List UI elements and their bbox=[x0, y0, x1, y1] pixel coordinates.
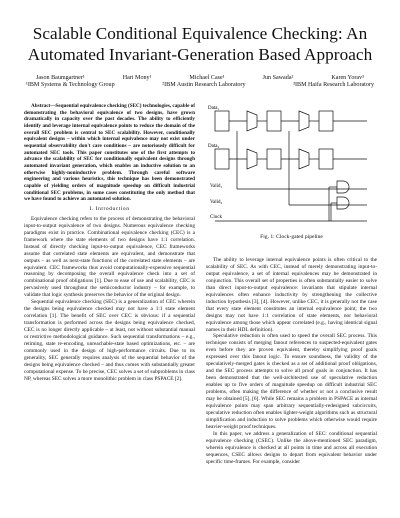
register-box bbox=[267, 149, 281, 169]
diagram-label: Clock bbox=[210, 215, 222, 220]
register-box bbox=[215, 149, 229, 169]
author: Hari Mony¹ bbox=[122, 75, 152, 81]
and-gate-shape bbox=[337, 197, 349, 209]
mux-shape bbox=[247, 149, 257, 169]
diagram-label: Data₁ bbox=[208, 106, 220, 111]
clock-gated-pipeline-figure bbox=[207, 105, 376, 234]
paper-title-line-1: Scalable Conditional Equivalence Checking: An bbox=[32, 24, 368, 43]
affiliation: ²IBM Austin Research Laboratory bbox=[162, 82, 246, 88]
abstract bbox=[24, 103, 195, 203]
section-heading: I. Introduction bbox=[89, 205, 130, 212]
register-box bbox=[319, 111, 333, 131]
affiliation: ³IBM Haifa Research Laboratory bbox=[293, 82, 374, 88]
right-column bbox=[206, 257, 377, 466]
author: Karen Yorav³ bbox=[331, 75, 364, 81]
diagram-label: Valid₂ bbox=[210, 200, 223, 205]
affiliation-list bbox=[24, 82, 376, 88]
author: Michael Case¹ bbox=[189, 75, 225, 81]
mux-shape bbox=[247, 111, 257, 131]
register-box bbox=[215, 111, 229, 131]
pipeline-diagram bbox=[207, 105, 376, 229]
left-column bbox=[24, 103, 195, 383]
body-paragraph: The ability to leverage internal equivalence points is often critical to the scalability of SEC. As with CEC, instead of merely demonstrating input-to-output equivalence, a set of internal equivalences may be demonstrated in conjunction. This overall set of properties is often substantially easier to solve than direct input-to-output equivalence: invariants that stipulate internal equivalences often enhance inductivity by strengthening the collective induction hypothesis [3], [4]. However, unlike CEC, it is generally not the case that every state element constitutes an internal equivalence point; the two designs may not have 1:1 correlation of state elements, nor behavioral equivalence among those which appear correlated (e.g., having identical signal names in their HDL definition). bbox=[206, 257, 377, 333]
abstract-paragraph: Abstract—Sequential equivalence checking (SEC) technologies, capable of demonstrating the behavioral equivalence of two designs, have grown dramatically in capacity over the past decades. The ability to efficiently identify and leverage internal equivalence points to reduce the domain of the overall SEC problem is central to SEC scalability. However, conditionally equivalent designs – within which internal equivalence may not exist under sequential observability don't care conditions – are notoriously difficult for automated SEC tools. This paper constitutes one of the first attempts to advance the scalability of SEC for conditionally equivalent designs through automated invariant generation, which enables an inductive solution to an otherwise highly-noninductive problem. Through careful software engineering and various heuristics, this technique has been demonstrated capable of yielding orders of magnitude speedup on difficult industrial conditional SEC problems, in some cases constituting the only method that we have found to achieve an automated solution. bbox=[24, 103, 195, 203]
author-list bbox=[24, 75, 376, 81]
mux-shape bbox=[299, 149, 309, 169]
diagram-label: Valid₁ bbox=[210, 184, 223, 189]
body-paragraph: Speculative reduction is often used to speed the overall SEC process. This technique consists of merging fanout references to suspected-equivalent gates even before they are proven equivalent, thereby simplifying proof goals expressed over this fanout logic. To ensure soundness, the validity of the speculatively-merged gates is checked as a set of additional proof obligations, and the SEC process attempts to solve all proof goals in conjunction. It has been demonstrated that the well-architected use of speculative reduction enables up to five orders of magnitude speedup on difficult industrial SEC problems, often making the difference of whether or not a conclusive result may be obtained [5], [6]. While SEC remains a problem in PSPACE as internal equivalence points may span arbitrary sequentially-redesigned subcircuits, speculative reduction often enables lighter-weight algorithms such as structural simplification and induction to solve problems which otherwise would require heavier-weight proof techniques. bbox=[206, 333, 377, 430]
body-paragraph: Sequential equivalence checking (SEC) is a generalization of CEC wherein the designs being equivalence checked may not have a 1:1 state element correlation [1]. The benefit of SEC over CEC is obvious: if a sequential transformation is performed across the designs being equivalence checked, CEC is no longer directly applicable – at least, not without substantial manual or restrictive methodological guidance. Such sequential transformations – e.g., retiming, state re-encoding, unreachable-state based optimizations, etc. – are commonly used in the design of high-performance circuits. Due to its generality, SEC generally requires analysis of the sequential behavior of the designs being equivalence checked – and thus comes with substantially greater computational expense. To be precise, CEC solves a set of subproblems in class NP, whereas SEC solves a more monolithic problem in class PSPACE [2]. bbox=[24, 299, 195, 382]
body-paragraph: Equivalence checking refers to the process of demonstrating the behavioral input-to-output equivalence of two designs. Numerous equivalence checking paradigms exist in practice. Combinational equivalence checking (CEC) is a framework where the state elements of two designs have 1:1 correlation. Instead of directly checking input-to-output equivalence, CEC frameworks assume that correlated state elements are equivalent, and demonstrate that outputs – as well as next-state functions of the correlated state elements – are equivalent. CEC frameworks thus avoid computationally-expensive sequential reasoning by decomposing the overall equivalence check into a set of combinational proof obligations [1]. Due to ease of use and scalability, CEC is pervasively used throughout the semiconductor industry – for example, to validate that logic synthesis preserves the behavior of the original design. bbox=[24, 215, 195, 299]
mux-shape bbox=[299, 111, 309, 131]
affiliation: ¹IBM Systems & Technology Group bbox=[26, 82, 115, 88]
body-paragraph: In this paper, we address a generalization of SEC: conditional sequential equivalence checking (CSEC). Unlike the above-mentioned SEC paradigm, wherein equivalence is checked at all points in time and across all execution sequences, CSEC allows designs to depart from equivalent behavior under specific time-frames. For example, consider bbox=[206, 430, 377, 465]
author: Jason Baumgartner¹ bbox=[36, 75, 85, 81]
figure-caption: Fig. 1: Clock-gated pipeline bbox=[260, 234, 323, 240]
and-gate-shape bbox=[337, 181, 349, 193]
register-box bbox=[267, 111, 281, 131]
diagram-label: Data₂ bbox=[208, 144, 220, 149]
author: Jun Sawada² bbox=[262, 75, 294, 81]
register-box bbox=[319, 149, 333, 169]
paper-title-line-2: Automated Invariant-Generation Based Approach bbox=[27, 45, 373, 64]
